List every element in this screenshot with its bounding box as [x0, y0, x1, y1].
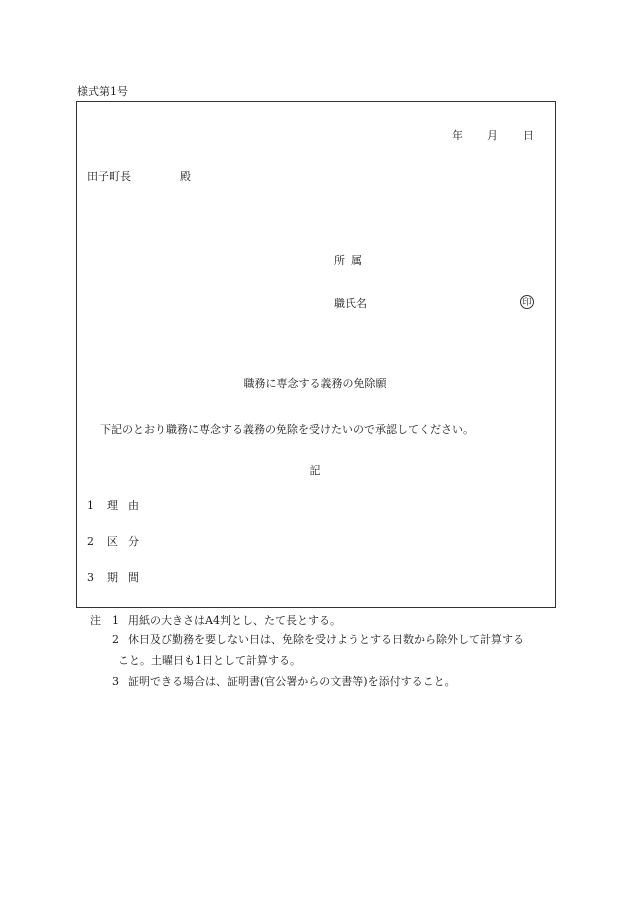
item-label: 理由: [107, 499, 149, 512]
form-frame: [76, 101, 556, 608]
request-text: 下記のとおり職務に専念する義務の免除を受けたいので承認してください。: [100, 423, 474, 436]
date-day-label: 日: [523, 129, 534, 142]
date-year-label: 年: [452, 129, 463, 142]
item-number: 3: [87, 571, 94, 584]
form-number: 様式第1号: [77, 85, 128, 98]
note-number: 2: [112, 633, 119, 646]
addressee: 田子町長: [87, 170, 131, 183]
notes-heading: 注: [90, 614, 101, 627]
note-number: 3: [112, 675, 119, 688]
name-label: 職氏名: [334, 297, 367, 310]
item-label: 区分: [107, 535, 149, 548]
seal-icon: 印: [520, 295, 534, 309]
item-number: 1: [87, 499, 94, 512]
ki-heading: 記: [309, 464, 321, 477]
item-category: [87, 536, 149, 547]
note-number: 1: [112, 614, 119, 627]
note-text: 用紙の大きさはA4判とし、たて長とする。: [128, 614, 341, 627]
date-month-label: 月: [487, 129, 498, 142]
item-period: [87, 572, 149, 583]
note-text-continuation: こと。土曜日も1日として計算する。: [118, 654, 301, 667]
item-label: 期間: [107, 571, 149, 584]
honorific: 殿: [180, 170, 191, 183]
item-reason: [87, 500, 149, 511]
document-title: 職務に専念する義務の免除願: [243, 377, 387, 390]
note-text: 休日及び勤務を要しない日は、免除を受けようとする日数から除外して計算する: [128, 633, 524, 646]
item-number: 2: [87, 535, 94, 548]
affiliation-label: 所属: [334, 254, 368, 267]
note-text: 証明できる場合は、証明書(官公署からの文書等)を添付すること。: [128, 675, 456, 688]
